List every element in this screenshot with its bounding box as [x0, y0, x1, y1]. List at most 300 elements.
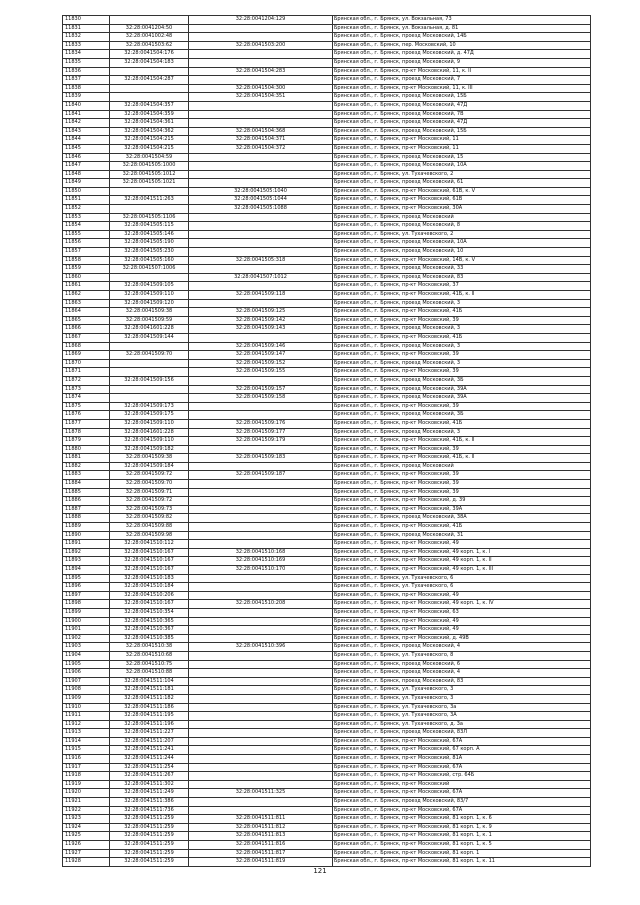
- address-cell: Брянская обл., г. Брянск, проезд Московский, 83: [333, 273, 591, 282]
- table-row: [63, 127, 591, 136]
- cadastral-number-cell: 32:28:0041509:72: [110, 497, 189, 506]
- cadastral-number-cell: 32:28:0041510:367: [110, 626, 189, 635]
- cadastral-number-cell: [110, 394, 189, 403]
- cadastral-number-cell: 32:28:0041504:359: [110, 110, 189, 119]
- table-row: [63, 694, 591, 703]
- address-cell: Брянская обл., г. Брянск, ул. Вокзальная, д. 81: [333, 24, 591, 33]
- building-cadastral-number-cell: [189, 282, 333, 291]
- table-row: [63, 376, 591, 385]
- table-row: [63, 737, 591, 746]
- row-number-cell: 11900: [63, 617, 110, 626]
- building-cadastral-number-cell: [189, 703, 333, 712]
- cadastral-number-cell: 32:28:0041511:259: [110, 823, 189, 832]
- table-row: [63, 651, 591, 660]
- building-cadastral-number-cell: 32:28:0041511:813: [189, 832, 333, 841]
- table-row: [63, 101, 591, 110]
- building-cadastral-number-cell: 32:28:0041509:143: [189, 325, 333, 334]
- table-row: [63, 471, 591, 480]
- building-cadastral-number-cell: [189, 58, 333, 67]
- row-number-cell: 11910: [63, 703, 110, 712]
- row-number-cell: 11887: [63, 505, 110, 514]
- address-cell: Брянская обл., г. Брянск, пр-кт Московский, 11, к. III: [333, 84, 591, 93]
- table-row: [63, 669, 591, 678]
- row-number-cell: 11898: [63, 600, 110, 609]
- row-number-cell: 11872: [63, 376, 110, 385]
- cadastral-number-cell: 32:28:0041511:182: [110, 694, 189, 703]
- row-number-cell: 11902: [63, 634, 110, 643]
- address-cell: Брянская обл., г. Брянск, проезд Московский, 83Л: [333, 729, 591, 738]
- building-cadastral-number-cell: 32:28:0041509:147: [189, 351, 333, 360]
- registry-table-body: [63, 16, 591, 867]
- cadastral-number-cell: 32:28:0041509:71: [110, 488, 189, 497]
- table-row: [63, 789, 591, 798]
- cadastral-number-cell: 32:28:0041504:183: [110, 58, 189, 67]
- address-cell: Брянская обл., г. Брянск, пр-кт Московский, 67А: [333, 763, 591, 772]
- address-cell: Брянская обл., г. Брянск, пр-кт Московский, 67А: [333, 806, 591, 815]
- table-row: [63, 299, 591, 308]
- address-cell: Брянская обл., г. Брянск, проезд Московский, 14Б: [333, 33, 591, 42]
- address-cell: Брянская обл., г. Брянск, проезд Московский, 39А: [333, 394, 591, 403]
- cadastral-number-cell: [110, 16, 189, 25]
- cadastral-number-cell: 32:28:0041504:362: [110, 127, 189, 136]
- building-cadastral-number-cell: 32:28:0041509:142: [189, 316, 333, 325]
- building-cadastral-number-cell: [189, 505, 333, 514]
- cadastral-number-cell: 32:28:0041510:88: [110, 669, 189, 678]
- row-number-cell: 11881: [63, 454, 110, 463]
- building-cadastral-number-cell: [189, 583, 333, 592]
- row-number-cell: 11852: [63, 205, 110, 214]
- address-cell: Брянская обл., г. Брянск, пр-кт Московский, 41Б: [333, 308, 591, 317]
- row-number-cell: 11907: [63, 677, 110, 686]
- row-number-cell: 11840: [63, 101, 110, 110]
- cadastral-number-cell: 32:28:0041509:73: [110, 505, 189, 514]
- cadastral-number-cell: 32:28:0041509:38: [110, 454, 189, 463]
- cadastral-number-cell: 32:28:0041509:110: [110, 437, 189, 446]
- cadastral-number-cell: 32:28:0041509:105: [110, 282, 189, 291]
- address-cell: Брянская обл., г. Брянск, пр-кт Московский, д. 39: [333, 497, 591, 506]
- address-cell: Брянская обл., г. Брянск, пр-кт Московский, 11: [333, 136, 591, 145]
- table-row: [63, 50, 591, 59]
- table-row: [63, 823, 591, 832]
- building-cadastral-number-cell: 32:28:0041511:819: [189, 858, 333, 867]
- row-number-cell: 11921: [63, 798, 110, 807]
- table-row: [63, 677, 591, 686]
- table-row: [63, 16, 591, 25]
- building-cadastral-number-cell: [189, 445, 333, 454]
- address-cell: Брянская обл., г. Брянск, пр-кт Московский, 81 корп. 1, к. 9: [333, 823, 591, 832]
- address-cell: Брянская обл., г. Брянск, пр-кт Московский, 41Б: [333, 333, 591, 342]
- table-row: [63, 359, 591, 368]
- table-row: [63, 411, 591, 420]
- row-number-cell: 11868: [63, 342, 110, 351]
- row-number-cell: 11870: [63, 359, 110, 368]
- building-cadastral-number-cell: 32:28:0041504:300: [189, 84, 333, 93]
- building-cadastral-number-cell: [189, 299, 333, 308]
- address-cell: Брянская обл., г. Брянск, проезд Московский, 38А: [333, 514, 591, 523]
- cadastral-number-cell: [110, 342, 189, 351]
- cadastral-number-cell: 32:28:0041509:120: [110, 299, 189, 308]
- address-cell: Брянская обл., г. Брянск, проезд Московский, 8: [333, 222, 591, 231]
- building-cadastral-number-cell: [189, 523, 333, 532]
- building-cadastral-number-cell: 32:28:0041509:146: [189, 342, 333, 351]
- building-cadastral-number-cell: [189, 76, 333, 85]
- row-number-cell: 11831: [63, 24, 110, 33]
- table-row: [63, 119, 591, 128]
- building-cadastral-number-cell: 32:28:0041509:157: [189, 385, 333, 394]
- address-cell: Брянская обл., г. Брянск, проезд Московский, 83/7: [333, 798, 591, 807]
- cadastral-number-cell: 32:28:0041511:259: [110, 832, 189, 841]
- cadastral-number-cell: 32:28:0041504:287: [110, 76, 189, 85]
- building-cadastral-number-cell: 32:28:0041510:169: [189, 557, 333, 566]
- cadastral-number-cell: 32:28:0041510:183: [110, 574, 189, 583]
- row-number-cell: 11841: [63, 110, 110, 119]
- row-number-cell: 11925: [63, 832, 110, 841]
- table-row: [63, 248, 591, 257]
- cadastral-number-cell: 32:28:0041511:259: [110, 858, 189, 867]
- building-cadastral-number-cell: [189, 248, 333, 257]
- address-cell: Брянская обл., г. Брянск, пер. Московский, 10: [333, 41, 591, 50]
- table-row: [63, 608, 591, 617]
- row-number-cell: 11854: [63, 222, 110, 231]
- address-cell: Брянская обл., г. Брянск, проезд Московский, 3: [333, 342, 591, 351]
- building-cadastral-number-cell: 32:28:0041509:177: [189, 428, 333, 437]
- cadastral-number-cell: 32:28:0041504:361: [110, 119, 189, 128]
- address-cell: Брянская обл., г. Брянск, проезд Московский, 9: [333, 58, 591, 67]
- cadastral-number-cell: 32:28:0041511:263: [110, 196, 189, 205]
- address-cell: Брянская обл., г. Брянск, пр-кт Московский, 81 корп. 1: [333, 849, 591, 858]
- table-row: [63, 566, 591, 575]
- address-cell: Брянская обл., г. Брянск, пр-кт Московский, д. 49В: [333, 634, 591, 643]
- address-cell: Брянская обл., г. Брянск, пр-кт Московский, 41Б: [333, 419, 591, 428]
- building-cadastral-number-cell: [189, 720, 333, 729]
- cadastral-number-cell: 32:28:0041505:115: [110, 222, 189, 231]
- building-cadastral-number-cell: [189, 531, 333, 540]
- cadastral-number-cell: 32:28:0041509:38: [110, 308, 189, 317]
- building-cadastral-number-cell: [189, 213, 333, 222]
- cadastral-number-cell: 32:28:0041504:215: [110, 136, 189, 145]
- cadastral-number-cell: 32:28:0041511:104: [110, 677, 189, 686]
- address-cell: Брянская обл., г. Брянск, проезд Московский, 4: [333, 643, 591, 652]
- row-number-cell: 11928: [63, 858, 110, 867]
- row-number-cell: 11839: [63, 93, 110, 102]
- building-cadastral-number-cell: [189, 763, 333, 772]
- table-row: [63, 93, 591, 102]
- table-row: [63, 548, 591, 557]
- building-cadastral-number-cell: [189, 265, 333, 274]
- address-cell: Брянская обл., г. Брянск, пр-кт Московский, 49: [333, 591, 591, 600]
- table-row: [63, 325, 591, 334]
- row-number-cell: 11849: [63, 179, 110, 188]
- address-cell: Брянская обл., г. Брянск, пр-кт Московский, 14В, к. V: [333, 256, 591, 265]
- table-row: [63, 196, 591, 205]
- building-cadastral-number-cell: 32:28:0041510:170: [189, 566, 333, 575]
- table-row: [63, 634, 591, 643]
- address-cell: Брянская обл., г. Брянск, проезд Московский, 10А: [333, 162, 591, 171]
- cadastral-number-cell: 32:28:0041510:206: [110, 591, 189, 600]
- cadastral-number-cell: 32:28:0041510:38: [110, 643, 189, 652]
- table-row: [63, 617, 591, 626]
- address-cell: Брянская обл., г. Брянск, пр-кт Московский, 67А: [333, 737, 591, 746]
- row-number-cell: 11833: [63, 41, 110, 50]
- row-number-cell: 11858: [63, 256, 110, 265]
- address-cell: Брянская обл., г. Брянск, проезд Московский, 61: [333, 179, 591, 188]
- table-row: [63, 445, 591, 454]
- table-row: [63, 67, 591, 76]
- address-cell: Брянская обл., г. Брянск, пр-кт Московский, 49 корп. 1, к. IV: [333, 600, 591, 609]
- address-cell: Брянская обл., г. Брянск, пр-кт Московский, 41Б: [333, 523, 591, 532]
- cadastral-number-cell: 32:28:0041511:259: [110, 815, 189, 824]
- building-cadastral-number-cell: [189, 402, 333, 411]
- row-number-cell: 11859: [63, 265, 110, 274]
- cadastral-number-cell: 32:28:0041509:88: [110, 523, 189, 532]
- cadastral-number-cell: 32:28:0041505:1012: [110, 170, 189, 179]
- building-cadastral-number-cell: 32:28:0041509:155: [189, 368, 333, 377]
- row-number-cell: 11851: [63, 196, 110, 205]
- row-number-cell: 11917: [63, 763, 110, 772]
- row-number-cell: 11886: [63, 497, 110, 506]
- building-cadastral-number-cell: 32:28:0041509:158: [189, 394, 333, 403]
- row-number-cell: 11846: [63, 153, 110, 162]
- address-cell: Брянская обл., г. Брянск, ул. Тухачевского, 3А: [333, 712, 591, 721]
- address-cell: Брянская обл., г. Брянск, пр-кт Московский, стр. 64Б: [333, 772, 591, 781]
- cadastral-number-cell: 32:28:0041510:385: [110, 634, 189, 643]
- cadastral-number-cell: 32:28:0041601:228: [110, 325, 189, 334]
- building-cadastral-number-cell: [189, 617, 333, 626]
- table-row: [63, 746, 591, 755]
- table-row: [63, 540, 591, 549]
- address-cell: Брянская обл., г. Брянск, проезд Московский, 10: [333, 248, 591, 257]
- building-cadastral-number-cell: 32:28:0041504:351: [189, 93, 333, 102]
- address-cell: Брянская обл., г. Брянск, пр-кт Московский, 67А: [333, 789, 591, 798]
- address-cell: Брянская обл., г. Брянск, пр-кт Московский, 11: [333, 144, 591, 153]
- cadastral-number-cell: 32:28:0041511:736: [110, 806, 189, 815]
- building-cadastral-number-cell: [189, 514, 333, 523]
- table-row: [63, 815, 591, 824]
- row-number-cell: 11888: [63, 514, 110, 523]
- row-number-cell: 11896: [63, 583, 110, 592]
- row-number-cell: 11875: [63, 402, 110, 411]
- cadastral-number-cell: 32:28:0041511:259: [110, 841, 189, 850]
- cadastral-number-cell: 32:28:0041504:215: [110, 144, 189, 153]
- table-row: [63, 583, 591, 592]
- address-cell: Брянская обл., г. Брянск, пр-кт Московский, 81 корп. 1, к. 5: [333, 841, 591, 850]
- table-row: [63, 282, 591, 291]
- address-cell: Брянская обл., г. Брянск, проезд Московский, 6: [333, 660, 591, 669]
- cadastral-number-cell: 32:28:0041510:167: [110, 548, 189, 557]
- row-number-cell: 11879: [63, 437, 110, 446]
- address-cell: Брянская обл., г. Брянск, ул. Тухачевского, 6: [333, 583, 591, 592]
- address-cell: Брянская обл., г. Брянск, проезд Московский, 15Б: [333, 127, 591, 136]
- table-row: [63, 368, 591, 377]
- cadastral-number-cell: 32:28:0041511:186: [110, 703, 189, 712]
- cadastral-number-cell: 32:28:0041511:259: [110, 849, 189, 858]
- building-cadastral-number-cell: 32:28:0041510:208: [189, 600, 333, 609]
- row-number-cell: 11835: [63, 58, 110, 67]
- cadastral-number-cell: 32:28:0041510:184: [110, 583, 189, 592]
- cadastral-number-cell: [110, 368, 189, 377]
- address-cell: Брянская обл., г. Брянск, проезд Московский, 33: [333, 265, 591, 274]
- address-cell: Брянская обл., г. Брянск, пр-кт Московский, 61В: [333, 196, 591, 205]
- cadastral-number-cell: [110, 385, 189, 394]
- building-cadastral-number-cell: [189, 153, 333, 162]
- row-number-cell: 11847: [63, 162, 110, 171]
- address-cell: Брянская обл., г. Брянск, пр-кт Московский, 39А: [333, 505, 591, 514]
- page-number: 121: [313, 867, 327, 875]
- address-cell: Брянская обл., г. Брянск, пр-кт Московский, 81 корп. 1, к. 1: [333, 832, 591, 841]
- table-row: [63, 660, 591, 669]
- cadastral-number-cell: [110, 93, 189, 102]
- row-number-cell: 11897: [63, 591, 110, 600]
- row-number-cell: 11909: [63, 694, 110, 703]
- table-row: [63, 402, 591, 411]
- table-row: [63, 574, 591, 583]
- table-row: [63, 239, 591, 248]
- building-cadastral-number-cell: [189, 746, 333, 755]
- row-number-cell: 11853: [63, 213, 110, 222]
- address-cell: Брянская обл., г. Брянск, пр-кт Московский, 39: [333, 351, 591, 360]
- row-number-cell: 11834: [63, 50, 110, 59]
- cadastral-number-cell: 32:28:0041510:167: [110, 557, 189, 566]
- building-cadastral-number-cell: [189, 376, 333, 385]
- building-cadastral-number-cell: [189, 222, 333, 231]
- building-cadastral-number-cell: [189, 488, 333, 497]
- building-cadastral-number-cell: 32:28:0041509:176: [189, 419, 333, 428]
- building-cadastral-number-cell: [189, 119, 333, 128]
- table-row: [63, 110, 591, 119]
- address-cell: Брянская обл., г. Брянск, пр-кт Московский, 39: [333, 316, 591, 325]
- cadastral-number-cell: 32:28:0041510:112: [110, 540, 189, 549]
- table-row: [63, 84, 591, 93]
- building-cadastral-number-cell: 32:28:0041505:1088: [189, 205, 333, 214]
- building-cadastral-number-cell: [189, 411, 333, 420]
- address-cell: Брянская обл., г. Брянск, проезд Московский, 3: [333, 299, 591, 308]
- building-cadastral-number-cell: 32:28:0041510:396: [189, 643, 333, 652]
- row-number-cell: 11885: [63, 488, 110, 497]
- row-number-cell: 11873: [63, 385, 110, 394]
- row-number-cell: 11857: [63, 248, 110, 257]
- address-cell: Брянская обл., г. Брянск, пр-кт Московский, 39: [333, 471, 591, 480]
- row-number-cell: 11911: [63, 712, 110, 721]
- address-cell: Брянская обл., г. Брянск, проезд Московский, 3: [333, 325, 591, 334]
- row-number-cell: 11861: [63, 282, 110, 291]
- address-cell: Брянская обл., г. Брянск, пр-кт Московский, 11, к. II: [333, 67, 591, 76]
- address-cell: Брянская обл., г. Брянск, ул. Тухачевского, 2: [333, 170, 591, 179]
- table-row: [63, 256, 591, 265]
- address-cell: Брянская обл., г. Брянск, проезд Московский, 47Д: [333, 101, 591, 110]
- building-cadastral-number-cell: [189, 497, 333, 506]
- table-row: [63, 76, 591, 85]
- address-cell: Брянская обл., г. Брянск, пр-кт Московский, 63: [333, 608, 591, 617]
- cadastral-number-cell: 32:28:0041509:59: [110, 316, 189, 325]
- building-cadastral-number-cell: 32:28:0041509:125: [189, 308, 333, 317]
- table-row: [63, 591, 591, 600]
- address-cell: Брянская обл., г. Брянск, пр-кт Московский, 39: [333, 368, 591, 377]
- row-number-cell: 11899: [63, 608, 110, 617]
- cadastral-number-cell: 32:28:0041204:50: [110, 24, 189, 33]
- cadastral-number-cell: 32:28:0041509:144: [110, 333, 189, 342]
- cadastral-number-cell: 32:28:0041509:175: [110, 411, 189, 420]
- table-row: [63, 858, 591, 867]
- building-cadastral-number-cell: 32:28:0041504:371: [189, 136, 333, 145]
- row-number-cell: 11876: [63, 411, 110, 420]
- cadastral-number-cell: [110, 67, 189, 76]
- row-number-cell: 11871: [63, 368, 110, 377]
- building-cadastral-number-cell: [189, 333, 333, 342]
- row-number-cell: 11884: [63, 480, 110, 489]
- row-number-cell: 11838: [63, 84, 110, 93]
- table-row: [63, 351, 591, 360]
- building-cadastral-number-cell: [189, 480, 333, 489]
- table-row: [63, 841, 591, 850]
- cadastral-number-cell: 32:28:0041510:354: [110, 608, 189, 617]
- address-cell: Брянская обл., г. Брянск, проезд Московский, 4: [333, 669, 591, 678]
- cadastral-number-cell: 32:28:0041511:195: [110, 712, 189, 721]
- row-number-cell: 11926: [63, 841, 110, 850]
- table-row: [63, 144, 591, 153]
- row-number-cell: 11863: [63, 299, 110, 308]
- cadastral-number-cell: 32:28:0041511:241: [110, 746, 189, 755]
- row-number-cell: 11894: [63, 566, 110, 575]
- building-cadastral-number-cell: [189, 669, 333, 678]
- cadastral-number-cell: 32:28:0041511:181: [110, 686, 189, 695]
- table-row: [63, 712, 591, 721]
- building-cadastral-number-cell: 32:28:0041504:283: [189, 67, 333, 76]
- cadastral-number-cell: 32:28:0041505:1000: [110, 162, 189, 171]
- address-cell: Брянская обл., г. Брянск, пр-кт Московский, 49: [333, 617, 591, 626]
- table-row: [63, 454, 591, 463]
- cadastral-number-cell: 32:28:0041511:267: [110, 772, 189, 781]
- address-cell: Брянская обл., г. Брянск, ул. Тухачевского, 3: [333, 686, 591, 695]
- building-cadastral-number-cell: 32:28:0041509:152: [189, 359, 333, 368]
- building-cadastral-number-cell: 32:28:0041505:318: [189, 256, 333, 265]
- address-cell: Брянская обл., г. Брянск, ул. Вокзальная, 73: [333, 16, 591, 25]
- row-number-cell: 11845: [63, 144, 110, 153]
- building-cadastral-number-cell: 32:28:0041504:372: [189, 144, 333, 153]
- cadastral-number-cell: 32:28:0041510:167: [110, 566, 189, 575]
- cadastral-number-cell: 32:28:0041509:70: [110, 351, 189, 360]
- cadastral-number-cell: 32:28:0041505:230: [110, 248, 189, 257]
- registry-table: [62, 15, 591, 867]
- cadastral-number-cell: [110, 273, 189, 282]
- table-row: [63, 849, 591, 858]
- table-row: [63, 600, 591, 609]
- row-number-cell: 11892: [63, 548, 110, 557]
- table-row: [63, 763, 591, 772]
- address-cell: Брянская обл., г. Брянск, проезд Московский, 10А: [333, 239, 591, 248]
- row-number-cell: 11923: [63, 815, 110, 824]
- row-number-cell: 11860: [63, 273, 110, 282]
- table-row: [63, 230, 591, 239]
- building-cadastral-number-cell: [189, 462, 333, 471]
- building-cadastral-number-cell: 32:28:0041509:187: [189, 471, 333, 480]
- row-number-cell: 11906: [63, 669, 110, 678]
- table-row: [63, 772, 591, 781]
- building-cadastral-number-cell: 32:28:0041505:1044: [189, 196, 333, 205]
- building-cadastral-number-cell: 32:28:0041509:118: [189, 291, 333, 300]
- row-number-cell: 11924: [63, 823, 110, 832]
- table-row: [63, 806, 591, 815]
- row-number-cell: 11843: [63, 127, 110, 136]
- table-row: [63, 514, 591, 523]
- row-number-cell: 11862: [63, 291, 110, 300]
- building-cadastral-number-cell: 32:28:0041511:811: [189, 815, 333, 824]
- table-row: [63, 480, 591, 489]
- building-cadastral-number-cell: [189, 712, 333, 721]
- address-cell: Брянская обл., г. Брянск, пр-кт Московский, 61В, к. V: [333, 187, 591, 196]
- row-number-cell: 11891: [63, 540, 110, 549]
- table-row: [63, 291, 591, 300]
- cadastral-number-cell: 32:28:0041509:156: [110, 376, 189, 385]
